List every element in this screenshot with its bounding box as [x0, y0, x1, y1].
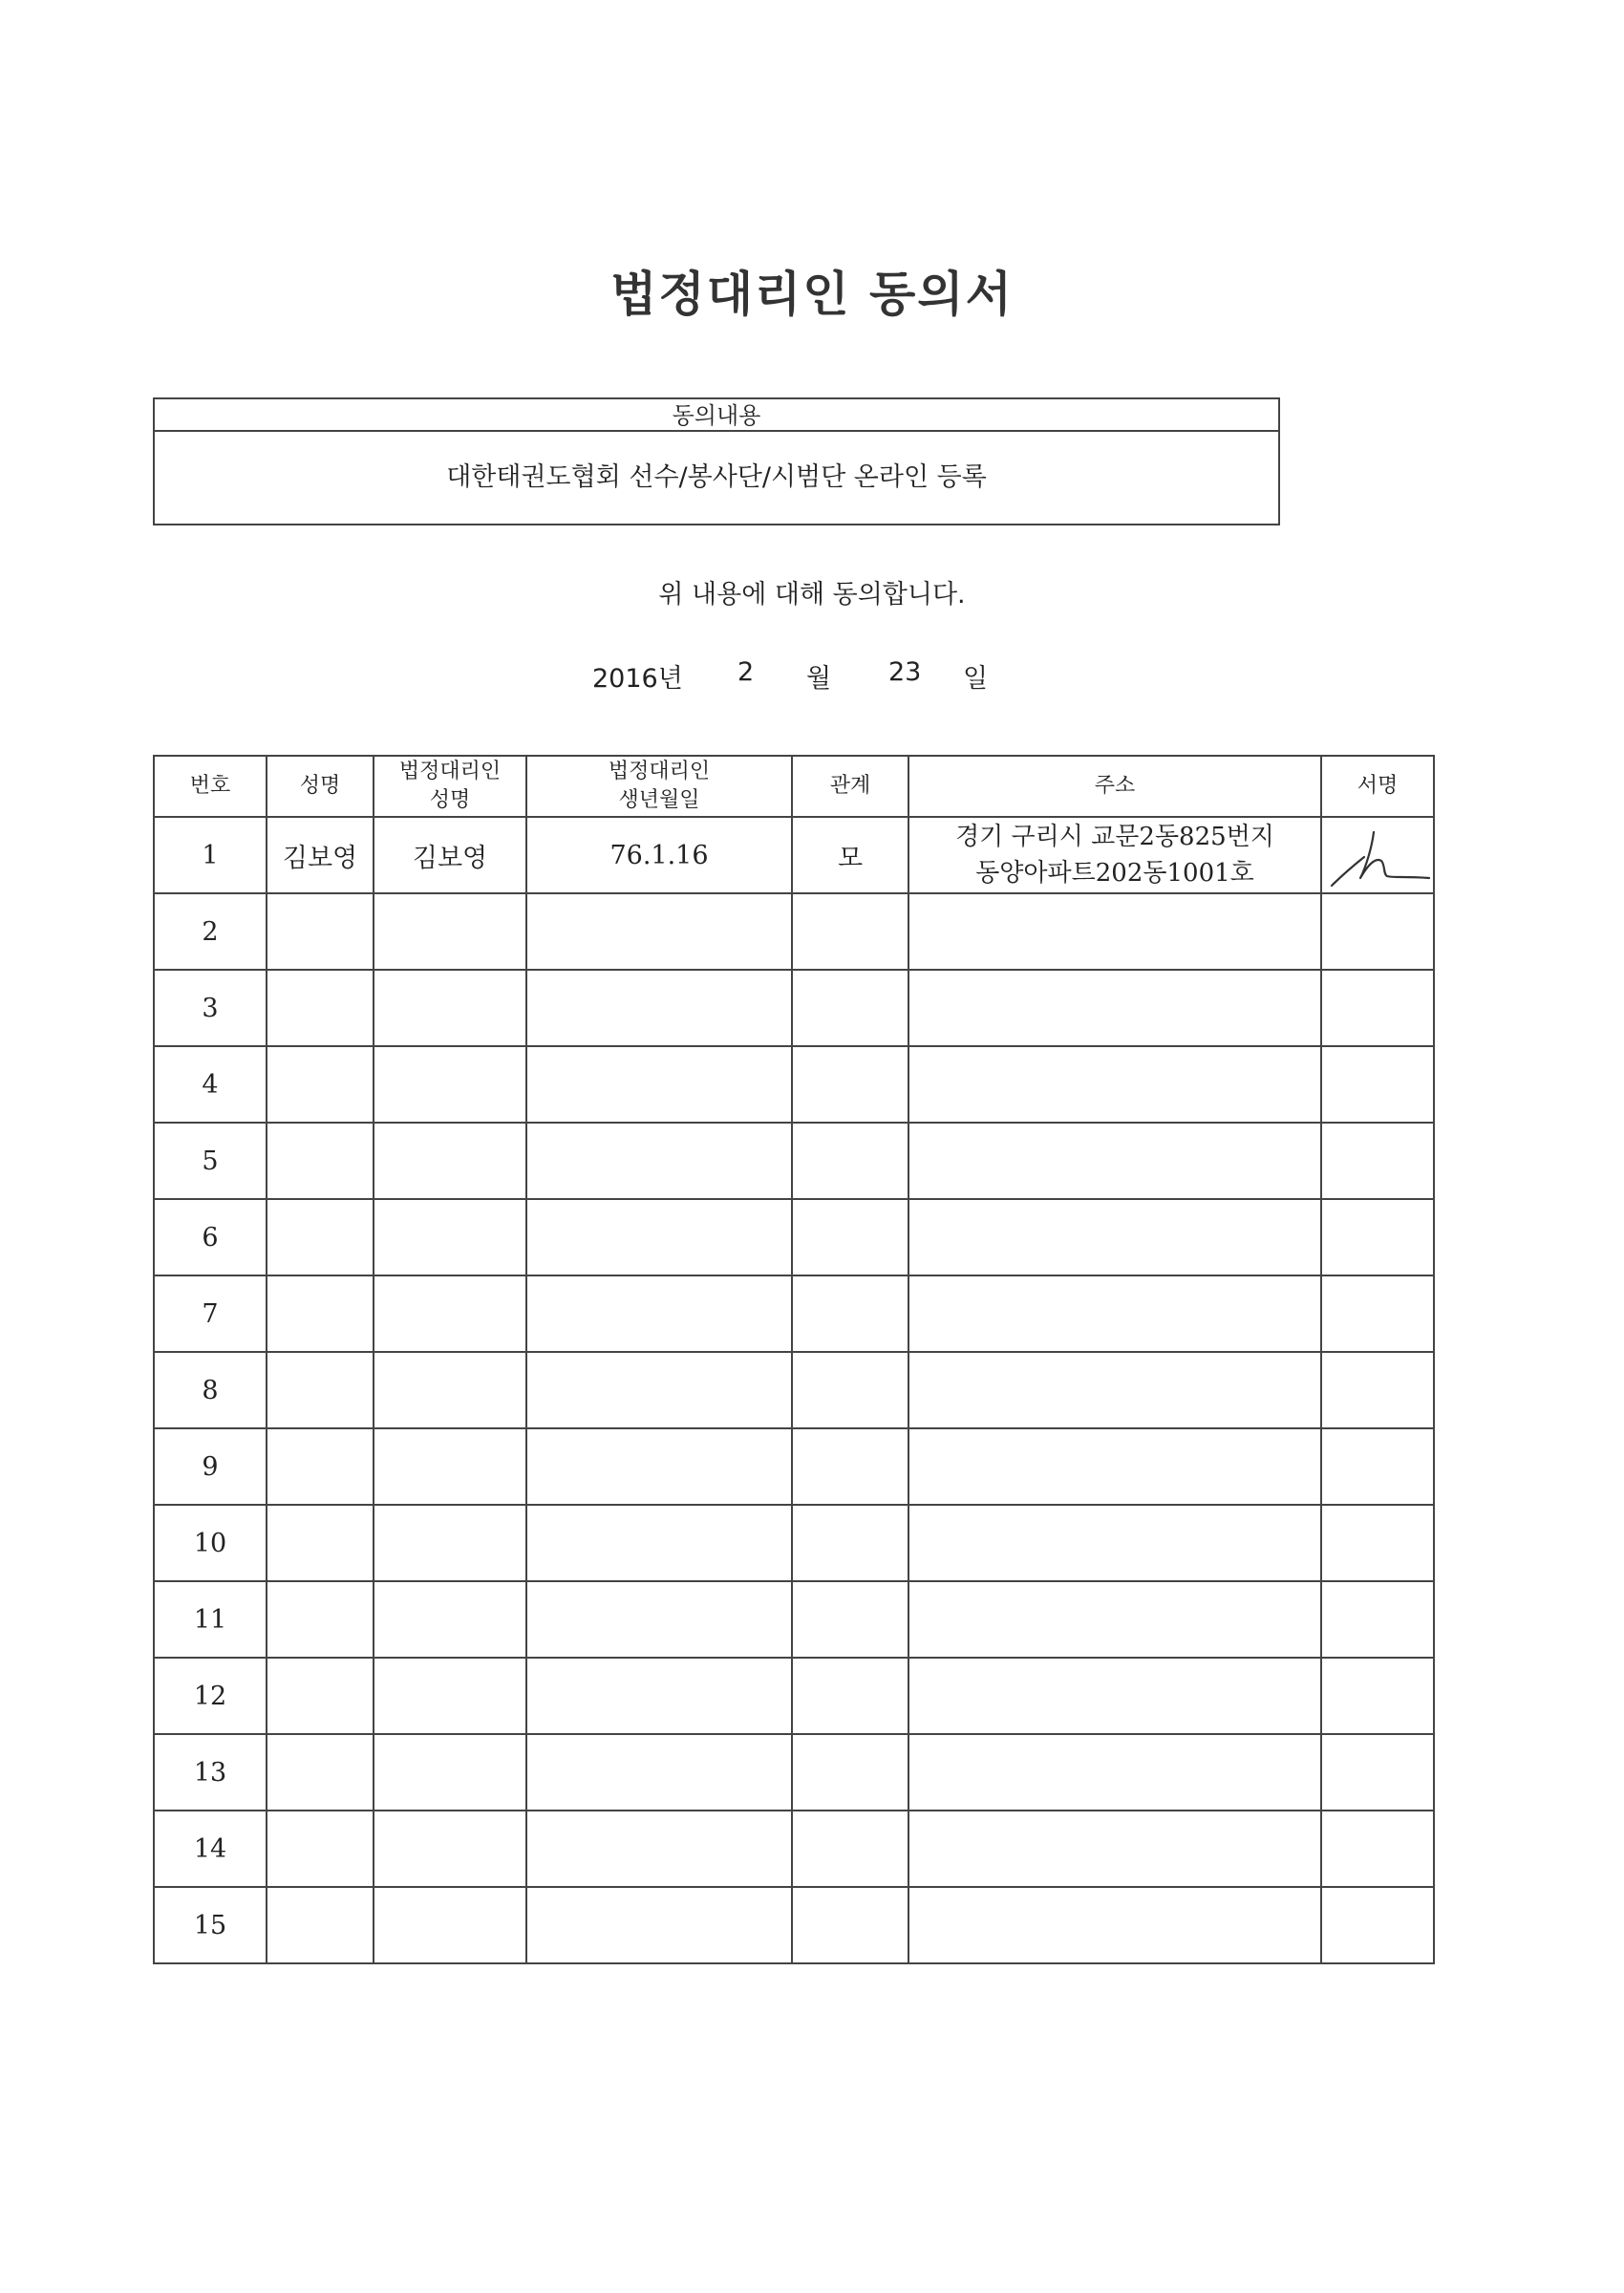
table-row — [154, 1352, 1434, 1428]
row-guardian-name — [374, 970, 526, 1046]
table-row — [154, 1811, 1434, 1887]
row-address — [908, 1352, 1321, 1428]
row-guardian-name — [374, 1887, 526, 1963]
table-row — [154, 1581, 1434, 1658]
row-address — [908, 970, 1321, 1046]
row-signature — [1321, 1505, 1434, 1581]
row-relation — [792, 1658, 908, 1734]
row-number: 14 — [154, 1811, 267, 1887]
row-name — [267, 1046, 374, 1123]
row-guardian-birth — [526, 1352, 792, 1428]
header-guardian-name-line1: 법정대리인 — [398, 760, 502, 783]
row-guardian-birth — [526, 1505, 792, 1581]
row-number: 12 — [154, 1658, 267, 1734]
consent-content: 대한태권도협회 선수/봉사단/시범단 온라인 등록 — [446, 462, 987, 492]
row-guardian-birth — [526, 1123, 792, 1199]
table-row — [154, 817, 1434, 893]
row-name — [267, 1811, 374, 1887]
row-number: 5 — [154, 1123, 267, 1199]
consent-header: 동의내용 — [155, 399, 1278, 432]
row-number: 8 — [154, 1352, 267, 1428]
row-guardian-name — [374, 1658, 526, 1734]
date-month: 2 — [737, 657, 755, 687]
row-guardian-birth: 76.1.16 — [526, 817, 792, 893]
table-row — [154, 970, 1434, 1046]
guardian-table — [153, 755, 1435, 1964]
table-row — [154, 1428, 1434, 1505]
table-header-row — [154, 756, 1434, 817]
row-guardian-name — [374, 1123, 526, 1199]
row-signature — [1321, 1352, 1434, 1428]
row-relation — [792, 1428, 908, 1505]
header-address: 주소 — [908, 756, 1321, 817]
header-name: 성명 — [267, 756, 374, 817]
date-day: 23 — [888, 657, 922, 687]
row-name — [267, 1428, 374, 1505]
row-address — [908, 1734, 1321, 1811]
header-relation: 관계 — [792, 756, 908, 817]
header-guardian-name-line2: 성명 — [429, 788, 471, 812]
row-address-line1: 경기 구리시 교문2동825번지 — [955, 823, 1274, 851]
row-number: 1 — [154, 817, 267, 893]
row-signature — [1321, 1581, 1434, 1658]
row-number: 10 — [154, 1505, 267, 1581]
table-row — [154, 1199, 1434, 1275]
row-relation — [792, 893, 908, 970]
row-guardian-name — [374, 1581, 526, 1658]
row-address — [908, 1428, 1321, 1505]
row-name — [267, 893, 374, 970]
row-relation — [792, 1734, 908, 1811]
handwritten-signature — [1324, 819, 1431, 891]
row-relation — [792, 1352, 908, 1428]
row-address — [908, 1275, 1321, 1352]
row-signature — [1321, 1199, 1434, 1275]
row-address — [908, 1046, 1321, 1123]
row-signature — [1321, 1887, 1434, 1963]
row-signature — [1321, 893, 1434, 970]
row-name — [267, 1352, 374, 1428]
row-relation — [792, 1581, 908, 1658]
row-address — [908, 1811, 1321, 1887]
row-signature — [1321, 1658, 1434, 1734]
row-guardian-birth — [526, 1811, 792, 1887]
row-signature — [1321, 1428, 1434, 1505]
row-signature — [1321, 1734, 1434, 1811]
row-guardian-name — [374, 893, 526, 970]
row-name — [267, 1505, 374, 1581]
table-row — [154, 1734, 1434, 1811]
row-address — [908, 1199, 1321, 1275]
row-guardian-name — [374, 1734, 526, 1811]
header-signature: 서명 — [1321, 756, 1434, 817]
row-name — [267, 1734, 374, 1811]
row-number: 6 — [154, 1199, 267, 1275]
row-name — [267, 1275, 374, 1352]
row-guardian-name — [374, 1199, 526, 1275]
table-row — [154, 893, 1434, 970]
row-relation — [792, 1123, 908, 1199]
row-guardian-birth — [526, 970, 792, 1046]
row-number: 11 — [154, 1581, 267, 1658]
row-relation — [792, 1046, 908, 1123]
row-address — [908, 1505, 1321, 1581]
row-address — [908, 1581, 1321, 1658]
row-number: 4 — [154, 1046, 267, 1123]
row-relation: 모 — [792, 817, 908, 893]
table-row — [154, 1505, 1434, 1581]
header-guardian-birth — [526, 756, 792, 817]
row-guardian-name — [374, 1046, 526, 1123]
row-relation — [792, 1505, 908, 1581]
row-guardian-name — [374, 1352, 526, 1428]
row-guardian-name — [374, 1428, 526, 1505]
row-name — [267, 1658, 374, 1734]
header-guardian-birth-line2: 생년월일 — [618, 788, 700, 812]
row-relation — [792, 1811, 908, 1887]
header-number: 번호 — [154, 756, 267, 817]
row-guardian-birth — [526, 1428, 792, 1505]
table-row — [154, 1046, 1434, 1123]
row-guardian-birth — [526, 1658, 792, 1734]
table-row — [154, 1887, 1434, 1963]
row-number: 7 — [154, 1275, 267, 1352]
row-guardian-name — [374, 1505, 526, 1581]
agreement-text: 위 내용에 대해 동의합니다. — [658, 580, 966, 610]
row-name: 김보영 — [267, 817, 374, 893]
row-signature — [1321, 970, 1434, 1046]
row-name — [267, 1887, 374, 1963]
row-signature — [1321, 1275, 1434, 1352]
date-day-label: 일 — [963, 664, 989, 694]
row-relation — [792, 1199, 908, 1275]
row-number: 13 — [154, 1734, 267, 1811]
row-guardian-birth — [526, 1734, 792, 1811]
row-number: 9 — [154, 1428, 267, 1505]
row-guardian-birth — [526, 1887, 792, 1963]
row-name — [267, 1581, 374, 1658]
row-signature — [1321, 817, 1434, 893]
row-address — [908, 817, 1321, 893]
row-name — [267, 1123, 374, 1199]
row-number: 15 — [154, 1887, 267, 1963]
document-title: 법정대리인 동의서 — [610, 267, 1014, 322]
row-guardian-birth — [526, 1275, 792, 1352]
row-name — [267, 970, 374, 1046]
row-signature — [1321, 1123, 1434, 1199]
date-month-label: 월 — [806, 664, 832, 694]
table-row — [154, 1658, 1434, 1734]
table-row — [154, 1123, 1434, 1199]
row-guardian-birth — [526, 1046, 792, 1123]
header-guardian-birth-line1: 법정대리인 — [608, 760, 711, 783]
row-guardian-name — [374, 1811, 526, 1887]
row-signature — [1321, 1046, 1434, 1123]
consent-box — [153, 397, 1280, 525]
row-address — [908, 893, 1321, 970]
row-guardian-name: 김보영 — [374, 817, 526, 893]
header-guardian-name — [374, 756, 526, 817]
row-address-line2: 동양아파트202동1001호 — [975, 859, 1254, 888]
date-year: 2016년 — [592, 664, 683, 694]
row-address — [908, 1887, 1321, 1963]
row-name — [267, 1199, 374, 1275]
row-guardian-birth — [526, 1199, 792, 1275]
row-address — [908, 1123, 1321, 1199]
row-guardian-name — [374, 1275, 526, 1352]
row-number: 2 — [154, 893, 267, 970]
row-address — [908, 1658, 1321, 1734]
row-relation — [792, 970, 908, 1046]
row-signature — [1321, 1811, 1434, 1887]
table-row — [154, 1275, 1434, 1352]
row-relation — [792, 1275, 908, 1352]
row-guardian-birth — [526, 1581, 792, 1658]
row-relation — [792, 1887, 908, 1963]
row-number: 3 — [154, 970, 267, 1046]
row-guardian-birth — [526, 893, 792, 970]
